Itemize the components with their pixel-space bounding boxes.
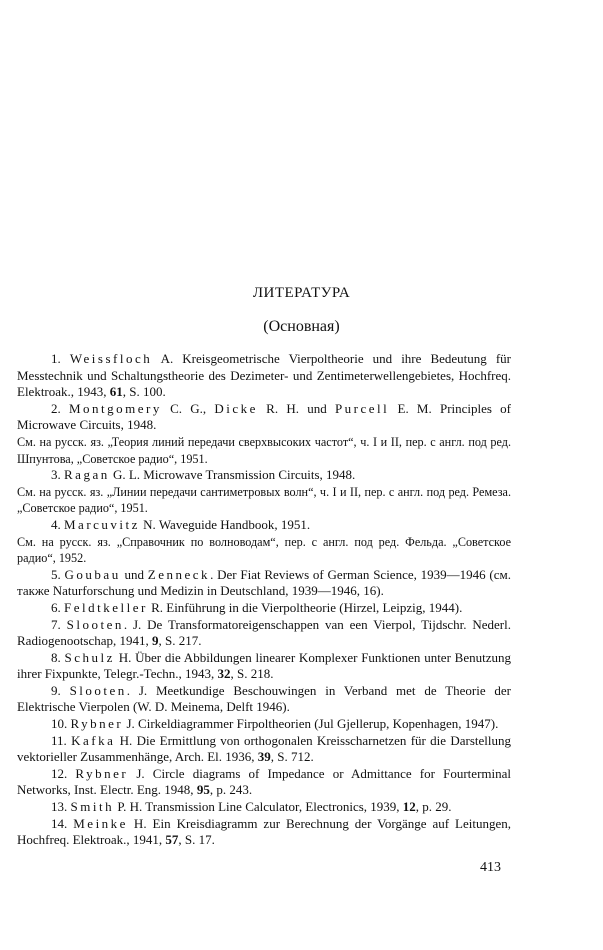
reference-item: 13. Smith P. H. Transmission Line Calculator, Electronics, 1939, 12, p. 29. — [51, 799, 452, 815]
reference-item: 12. Rybner J. Circle diagrams of Impedance or Admittance for Fourterminal Networks, Inst. Electr. Eng. 1948, 95, p. 243. — [17, 765, 512, 798]
reference-item: 5. Goubau und Zenneck. Der Fiat Reviews of German Science, 1939—1946 (см. также Naturforschung und Medizin in Deutschland, 1939—1946, 16). — [17, 566, 512, 599]
reference-item: 1. Weissfloch A. Kreisgeometrische Vierpoltheorie und ihre Bedeutung für Messtechnik und Schaltungstheorie des Dezimeter- und Zentimeterwellengebietes, Hochfreq. Elektroak., 1943, 61, S. 100. — [17, 351, 511, 400]
page-subheading: (Основная) — [263, 318, 340, 335]
page-heading: ЛИТЕРАТУРА — [252, 285, 351, 301]
reference-item: 14. Meinke H. Ein Kreisdiagramm zur Berechnung der Vorgänge auf Leitungen, Hochfreq. Elektroak., 1941, 57, S. 17. — [17, 815, 511, 848]
reference-item: 4. Marcuvitz N. Waveguide Handbook, 1951. — [51, 516, 311, 532]
reference-item: 6. Feldtkeller R. Einführung in die Vierpoltheorie (Hirzel, Leipzig, 1944). — [51, 599, 463, 615]
reference-note: См. на русск. яз. „Теория линий передачи сверхвысоких частот“, ч. I и II, пер. с англ. под ред. Шпунтова, „Советское радио“, 1951. — [17, 434, 511, 466]
reference-note: См. на русск. яз. „Линии передачи сантиметровых волн“, ч. I и II, пер. с англ. под ред. Ремеза. „Советское радио“, 1951. — [17, 484, 511, 516]
reference-list — [17, 351, 511, 849]
reference-item: 3. Ragan G. L. Microwave Transmission Circuits, 1948. — [51, 467, 356, 483]
reference-item: 8. Schulz H. Über die Abbildungen linearer Komplexer Funktionen unter Benutzung ihrer Fixpunkte, Telegr.-Techn., 1943, 32, S. 218. — [17, 649, 511, 682]
reference-item: 11. Kafka H. Die Ermittlung von orthogonalen Kreisscharnetzen für die Darstellung vektorieller Zusammenhänge, Arch. El. 1936, 39, S. 712. — [17, 732, 512, 765]
reference-item: 7. Slooten. J. De Transformatoreigenschappen van een Vierpol, Tijdschr. Nederl. Radiogenootschap, 1941, 9, S. 217. — [17, 616, 511, 649]
reference-item: 9. Slooten. J. Meetkundige Beschouwingen in Verband met de Theorie der Elektrische Vierpolen (W. D. Meinema, Delft 1946). — [17, 682, 512, 715]
reference-note: См. на русск. яз. „Справочник по волноводам“, пер. с англ. под ред. Фельда. „Советское радио“, 1952. — [17, 534, 511, 566]
reference-item: 10. Rybner J. Cirkeldiagrammer Firpoltheorien (Jul Gjellerup, Kopenhagen, 1947). — [51, 716, 499, 732]
reference-item: 2. Montgomery C. G., Dicke R. H. und Purcell E. M. Principles of Microwave Circuits, 1948. — [17, 400, 512, 433]
page-number: 413 — [480, 860, 501, 875]
